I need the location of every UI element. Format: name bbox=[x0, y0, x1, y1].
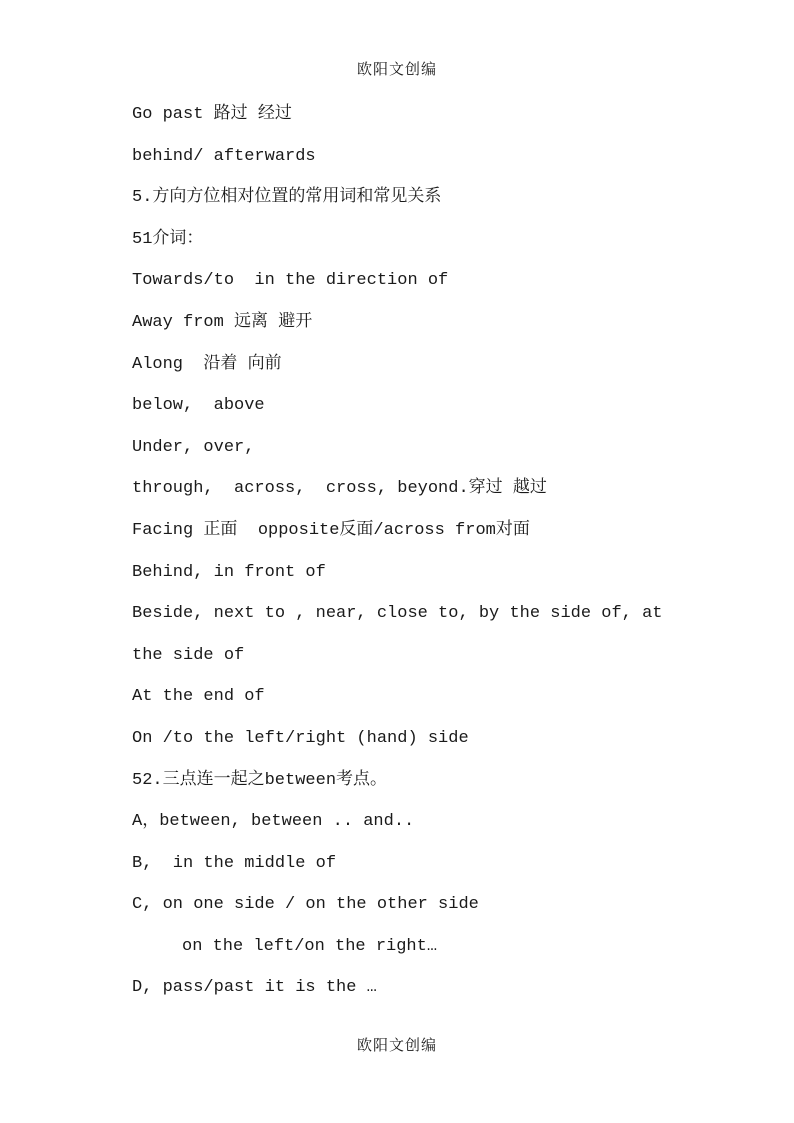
page-header: 欧阳文创编 bbox=[356, 60, 437, 78]
text-line: Go past 路过 经过 bbox=[132, 105, 292, 124]
text-line: Facing 正面 opposite反面/across from对面 bbox=[132, 520, 530, 540]
text-line: Along 沿着 向前 bbox=[132, 354, 282, 374]
document-body bbox=[132, 100, 692, 1015]
text-line: Behind, in front of bbox=[132, 562, 326, 582]
text-line: At the end of bbox=[132, 687, 265, 707]
text-line: On /to the left/right (hand) side bbox=[132, 728, 469, 748]
text-line: through, across, cross, beyond.穿过 越过 bbox=[132, 479, 547, 499]
text-line: Under, over, bbox=[132, 437, 255, 457]
text-line: C, on one side / on the other side bbox=[132, 895, 479, 915]
subsection-heading: 52.三点连一起之between考点。 bbox=[132, 770, 388, 790]
text-line-indented: on the left/on the right… bbox=[182, 936, 438, 956]
text-line: behind/ afterwards bbox=[132, 146, 316, 166]
text-line: Away from 远离 避开 bbox=[132, 312, 313, 332]
text-line: Beside, next to , near, close to, by the side of, at bbox=[132, 604, 663, 624]
text-line: below, above bbox=[132, 396, 265, 416]
text-line: B, in the middle of bbox=[132, 853, 337, 873]
page-footer: 欧阳文创编 bbox=[356, 1036, 437, 1054]
text-line: the side of bbox=[132, 645, 245, 665]
text-line: D, pass/past it is the … bbox=[132, 978, 377, 998]
section-heading: 5.方向方位相对位置的常用词和常见关系 bbox=[132, 188, 442, 208]
subsection-heading: 51介词： bbox=[132, 229, 204, 249]
text-line: A，between, between .. and.. bbox=[132, 812, 415, 832]
text-line: Towards/to in the direction of bbox=[132, 271, 449, 291]
